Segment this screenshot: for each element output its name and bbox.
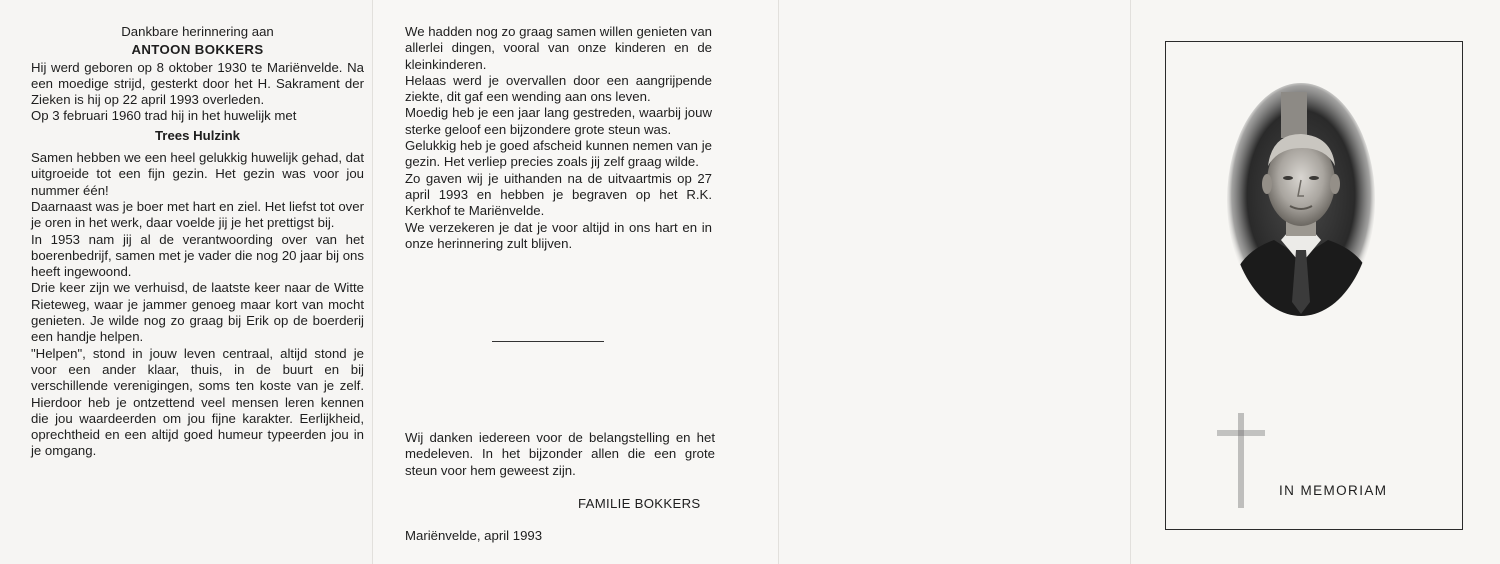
birth-paragraph: Hij werd geboren op 8 oktober 1930 te Mariënvelde. Na een moedige strijd, gesterkt door het H. Sakrament der Zieken is hij op 22 april 1993 overleden. [31,59,364,108]
deceased-name: ANTOON BOKKERS [131,42,264,58]
card-panel-middle-right [778,0,1130,564]
paragraph: We verzekeren je dat je voor altijd in ons hart en in onze herinnering zult blijven. [405,219,712,251]
fold-line [372,0,373,564]
paragraph: Samen hebben we een heel gelukkig huwelijk gehad, dat uitgroeide tot een fijn gezin. Het gezin was voor jou nummer één! [31,150,364,198]
column-1-body [31,150,364,460]
paragraph: Daarnaast was je boer met hart en ziel. Het liefst tot over je oren in het werk, daar voelde jij je het prettigst bij. [31,198,364,231]
family-signature: FAMILIE BOKKERS [578,496,701,511]
obituary-column-1 [31,24,364,460]
cross-icon [1217,413,1265,508]
thanks-text: Wij danken iedereen voor de belangstelling en het medeleven. In het bijzonder allen die een grote steun voor hem geweest zijn. [405,430,715,478]
obituary-column-2 [405,24,712,252]
place-date: Mariënvelde, april 1993 [405,528,543,543]
paragraph: Drie keer zijn we verhuisd, de laatste keer naar de Witte Rieteweg, waar je jammer genoeg maar kort van mocht genieten. Je wilde nog zo graag bij Erik op de boerderij een handje helpen. [31,280,364,345]
paragraph: Gelukkig heb je goed afscheid kunnen nemen van je gezin. Het verliep precies zoals jij zelf graag wilde. [405,138,712,170]
fold-line [1130,0,1131,564]
paragraph: Helaas werd je overvallen door een aangrijpende ziekte, dit gaf een wending aan ons leven. [405,72,712,105]
divider-line [492,341,604,342]
intro-text: Dankbare herinnering aan [121,24,274,39]
spouse-name: Trees Hulzink [154,127,241,143]
marriage-paragraph: Op 3 februari 1960 trad hij in het huwelijk met [31,108,297,124]
paragraph: "Helpen", stond in jouw leven centraal, altijd stond je voor een ander klaar, thuis, in de buurt en bij verschillende verenigingen, soms ten koste van je zelf. Hierdoor heb je ontzettend veel mensen leren kennen die jou waardeerden om jou fijne karakter. Eerlijkheid, oprechtheid en een altijd goed humeur typeerden jou in je omgang. [31,345,364,459]
in-memoriam-label: IN MEMORIAM [1279,483,1388,498]
paragraph: Moedig heb je een jaar lang gestreden, waarbij jouw sterke geloof een bijzondere grote steun was. [405,105,712,137]
paragraph: Zo gaven wij je uithanden na de uitvaartmis op 27 april 1993 en hebben je begraven op het R.K. Kerkhof te Mariënvelde. [405,170,712,219]
paragraph: We hadden nog zo graag samen willen genieten van allerlei dingen, vooral van onze kinderen en de kleinkinderen. [405,24,712,72]
thanks-paragraph [405,430,715,479]
fold-line [778,0,779,564]
portrait-photo [1226,82,1376,318]
paragraph: In 1953 nam jij al de verantwoording over van het boerenbedrijf, samen met je vader die nog 20 jaar bij ons heeft ingewoond. [31,231,364,280]
